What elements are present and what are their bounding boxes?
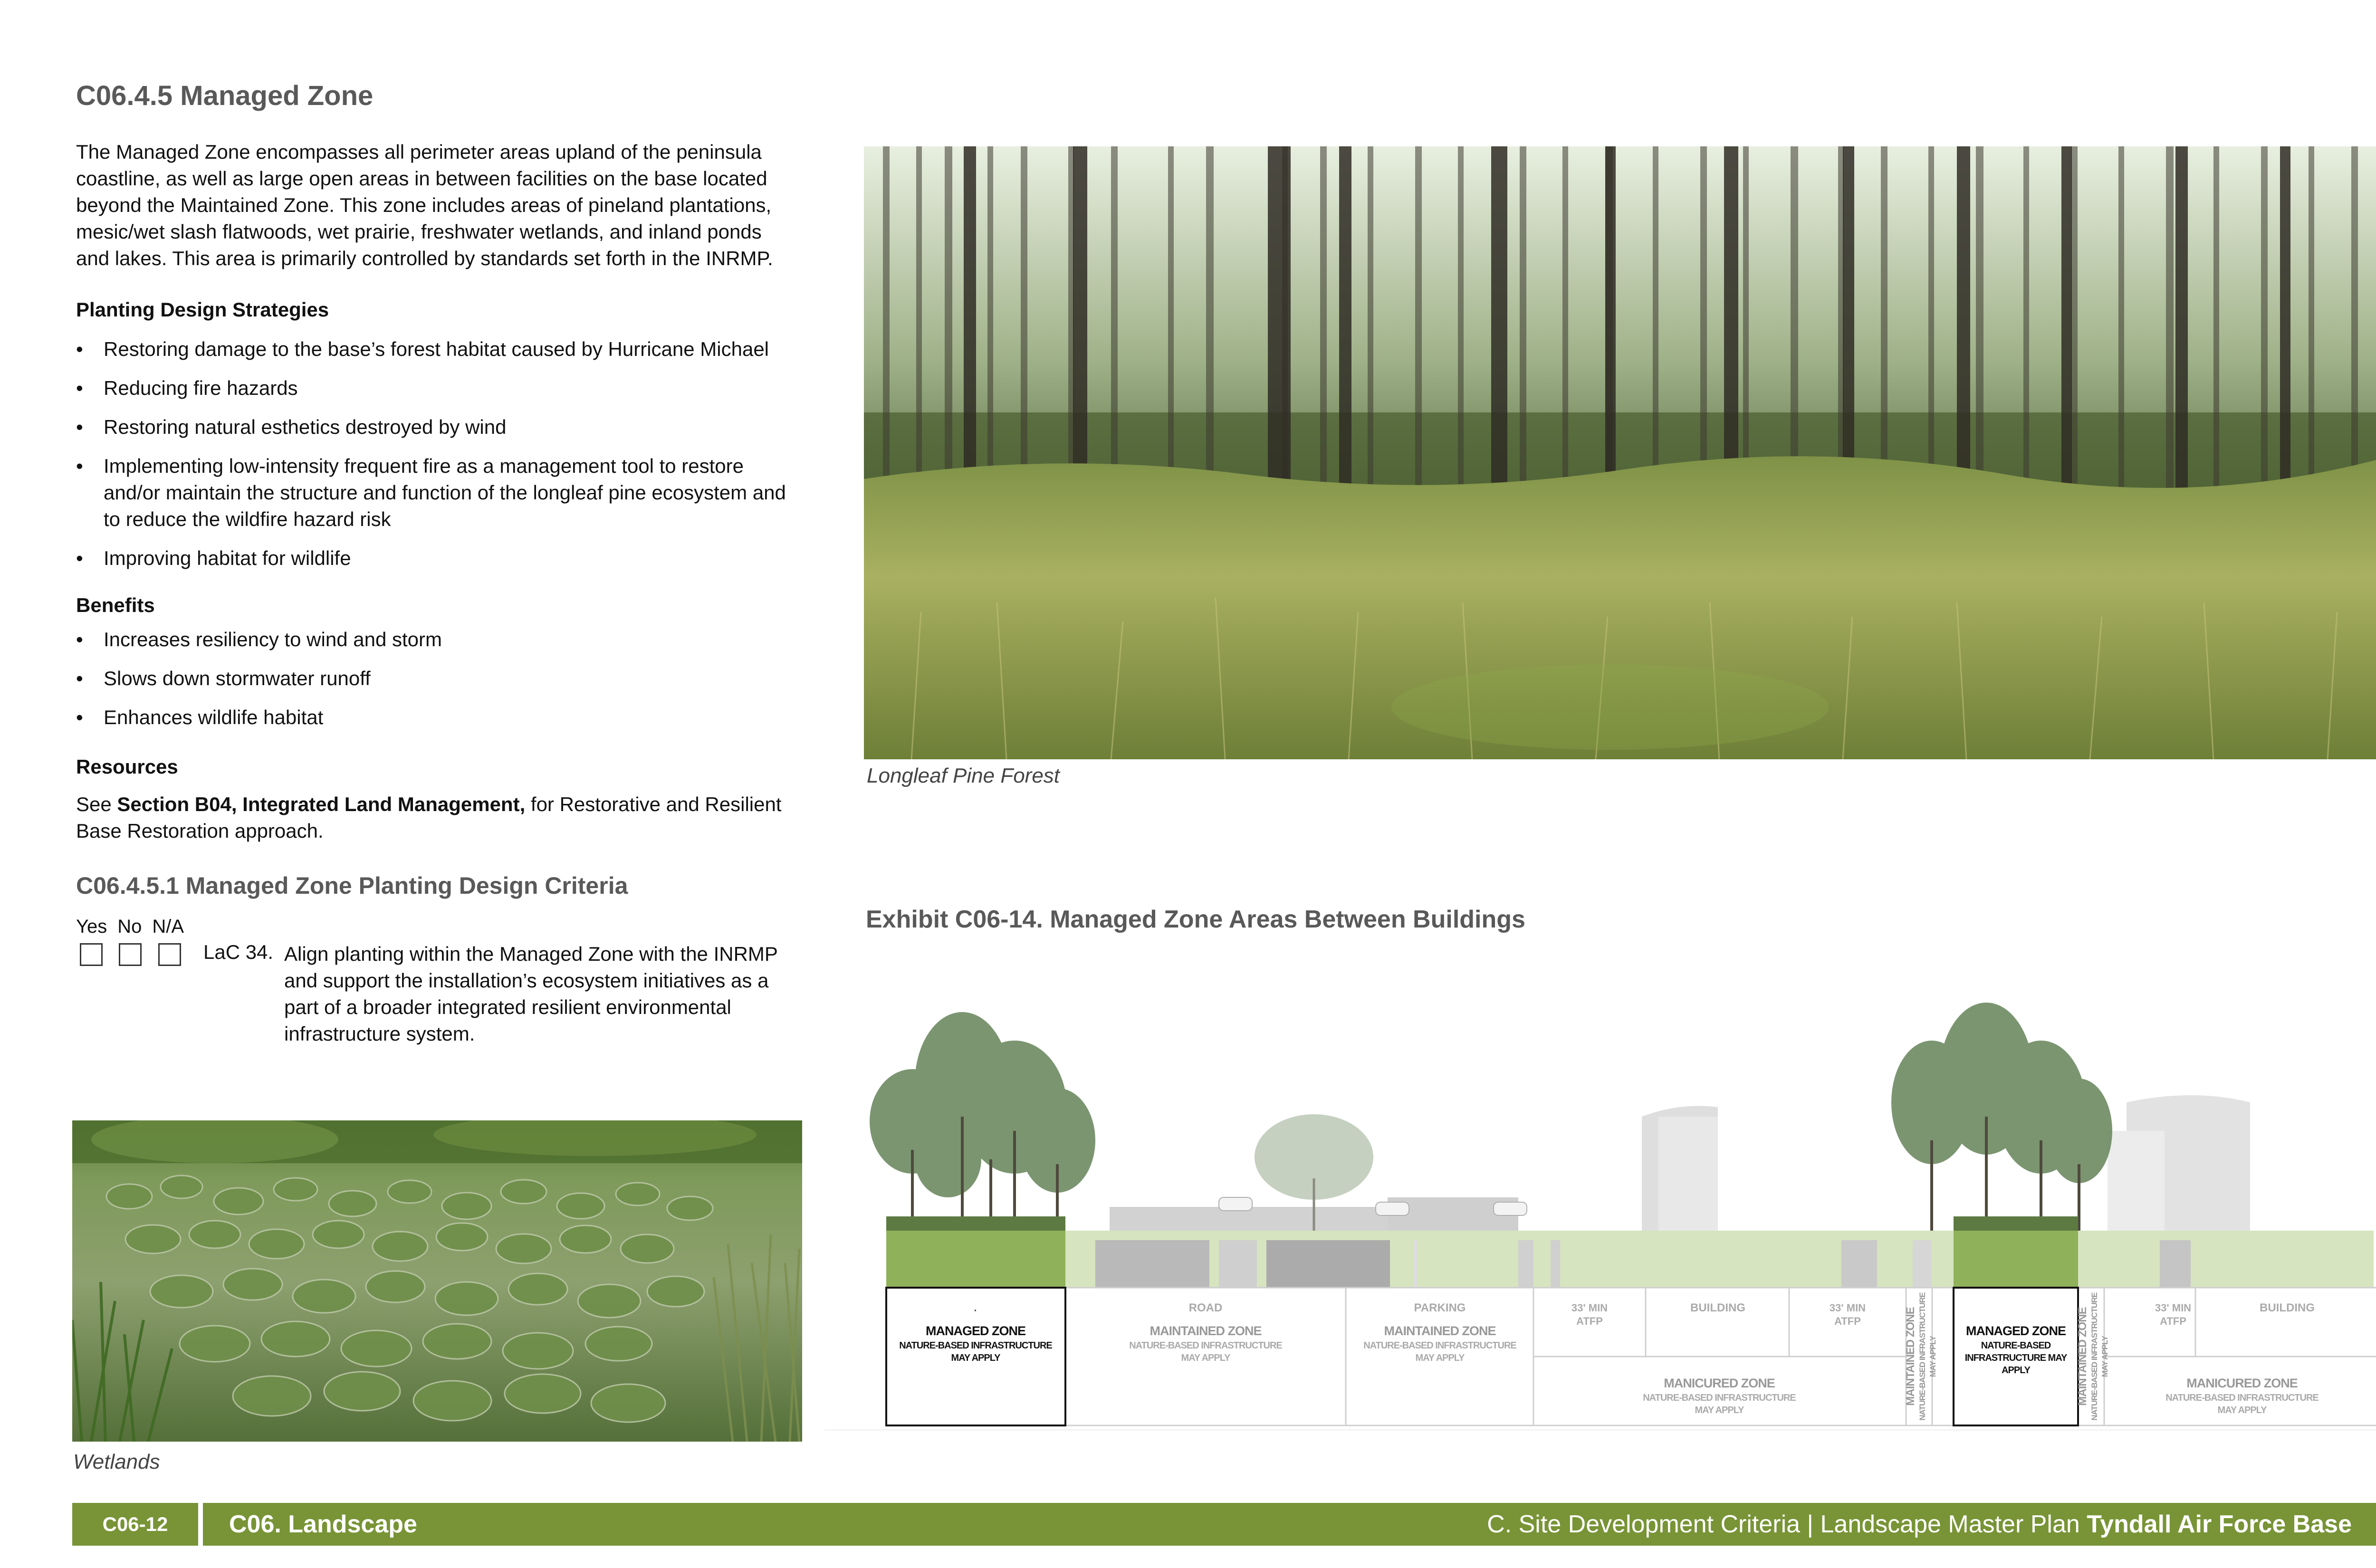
- building-label-2: BUILDING: [2260, 1301, 2315, 1314]
- section-title: C06.4.5 Managed Zone: [76, 80, 374, 111]
- atfp-label-a-line1: 33' MIN: [1571, 1302, 1608, 1314]
- atfp-label-b-line2: ATFP: [1834, 1315, 1861, 1327]
- managed-zone-2-note-b: INFRASTRUCTURE MAY: [1964, 1353, 2067, 1363]
- road-zone-note-a: NATURE-BASED INFRASTRUCTURE: [1129, 1340, 1282, 1351]
- page-footer: [72, 1503, 2376, 1546]
- section-intro: The Managed Zone encompasses all perimeter areas upland of the peninsula coastline, as well as large open areas in between facilities on the base located beyond the Maintained Zone. This zone includes areas of pineland plantations, mesic/wet slash flatwoods, wet prairie, freshwater wetlands, and inland ponds and lakes. This area is primarily controlled by standards set forth in the INRMP.: [76, 141, 773, 269]
- parking-zone-note-a: NATURE-BASED INFRASTRUCTURE: [1363, 1340, 1516, 1351]
- list-item: • Improving habitat for wildlife: [76, 547, 351, 569]
- manicured-zone-1-note-a: NATURE-BASED INFRASTRUCTURE: [1643, 1393, 1796, 1403]
- parking-label: PARKING: [1414, 1301, 1466, 1314]
- list-item: • Slows down stormwater runoff: [76, 667, 371, 689]
- col-na-label: N/A: [152, 916, 184, 937]
- longleaf-pine-forest-photo: [864, 146, 2376, 759]
- strategies-heading: Planting Design Strategies: [76, 298, 329, 321]
- vertical-maintained-zone-1-note-a: NATURE-BASED INFRASTRUCTURE: [1918, 1292, 1927, 1421]
- checkbox-na[interactable]: [158, 943, 181, 966]
- managed-zone-2-note-c: APPLY: [2002, 1365, 2030, 1376]
- zone-section-diagram: [824, 960, 2376, 1430]
- parking-zone-label: MAINTAINED ZONE: [1384, 1324, 1496, 1338]
- exhibit-title: Exhibit C06-14. Managed Zone Areas Between Buildings: [866, 906, 1525, 933]
- forest-caption: Longleaf Pine Forest: [867, 764, 1060, 787]
- col-yes-label: Yes: [76, 916, 107, 937]
- checkbox-no[interactable]: [119, 943, 142, 966]
- section-reference: Section B04, Integrated Land Management,: [117, 793, 526, 815]
- managed-zone-2-note-a: NATURE-BASED: [1981, 1340, 2051, 1351]
- vertical-maintained-zone-1-note-b: MAY APPLY: [1928, 1336, 1937, 1377]
- manicured-zone-label-2: MANICURED ZONE: [2186, 1376, 2298, 1390]
- parking-zone-note-b: MAY APPLY: [1415, 1353, 1465, 1363]
- list-item: • Restoring damage to the base’s forest habitat caused by Hurricane Michael: [76, 338, 769, 360]
- list-item: • Reducing fire hazards: [76, 377, 298, 399]
- resources-heading: Resources: [76, 755, 178, 778]
- checkbox-yes[interactable]: [80, 943, 103, 966]
- road-zone-label: MAINTAINED ZONE: [1150, 1324, 1262, 1338]
- document-title: C. Site Development Criteria | Landscape Master Plan Tyndall Air Force Base: [1487, 1511, 2352, 1538]
- criteria-title: C06.4.5.1 Managed Zone Planting Design Criteria: [76, 872, 628, 899]
- resources-text: See Section B04, Integrated Land Management, for Restorative and Resilient Base Restoration approach.: [76, 793, 782, 842]
- benefits-list: [76, 626, 798, 743]
- benefits-heading: Benefits: [76, 594, 155, 616]
- managed-zone-1-note-a: NATURE-BASED INFRASTRUCTURE: [899, 1340, 1052, 1351]
- list-item: • Enhances wildlife habitat: [76, 706, 324, 728]
- atfp-label-b-line1: 33' MIN: [1829, 1302, 1866, 1314]
- vertical-maintained-zone-2-note-b: MAY APPLY: [2100, 1336, 2109, 1377]
- manicured-zone-2-note-a: NATURE-BASED INFRASTRUCTURE: [2165, 1393, 2319, 1403]
- road-label: ROAD: [1188, 1301, 1223, 1314]
- criteria-code: LaC 34.: [203, 941, 274, 963]
- vertical-maintained-zone-1: MAINTAINED ZONE: [1904, 1307, 1917, 1406]
- chapter-title: C06. Landscape: [229, 1511, 417, 1538]
- building-label-1: BUILDING: [1690, 1301, 1745, 1314]
- road-zone-note-b: MAY APPLY: [1181, 1353, 1230, 1363]
- atfp-label-c-line2: ATFP: [2160, 1315, 2186, 1327]
- manicured-zone-1-note-b: MAY APPLY: [1695, 1405, 1744, 1415]
- criteria-text: Align planting within the Managed Zone with the INRMP and support the installation’s ecosystem initiatives as a part of a broader integrated resilient environmental infrastructure system.: [284, 943, 778, 1045]
- wetlands-caption: Wetlands: [73, 1450, 160, 1473]
- managed-zone-label-1: MANAGED ZONE: [926, 1324, 1025, 1338]
- vertical-maintained-zone-2-note-a: NATURE-BASED INFRASTRUCTURE: [2090, 1292, 2099, 1421]
- atfp-label-a-line2: ATFP: [1576, 1315, 1603, 1327]
- list-item: • Restoring natural esthetics destroyed by wind: [76, 416, 507, 438]
- atfp-label-c-line1: 33' MIN: [2155, 1302, 2192, 1314]
- managed-zone-label-2: MANAGED ZONE: [1966, 1324, 2066, 1338]
- vertical-maintained-zone-2: MAINTAINED ZONE: [2076, 1307, 2089, 1406]
- wetlands-photo: [72, 1120, 802, 1442]
- footer-divider: [198, 1503, 203, 1546]
- base-name: Tyndall Air Force Base: [2087, 1511, 2352, 1538]
- manicured-zone-2-note-b: MAY APPLY: [2217, 1405, 2267, 1415]
- page-number: C06-12: [102, 1513, 168, 1535]
- diagram-dot: ·: [974, 1306, 977, 1316]
- strategies-list: [76, 336, 798, 584]
- col-no-label: No: [117, 916, 142, 937]
- checklist-header: [76, 916, 194, 937]
- manicured-zone-label-1: MANICURED ZONE: [1664, 1376, 1775, 1390]
- managed-zone-1-note-b: MAY APPLY: [951, 1353, 1000, 1363]
- list-item: • Increases resiliency to wind and storm: [76, 628, 442, 650]
- list-item: • Implementing low-intensity frequent fire as a management tool to restore and/or maintain the structure and function of the longleaf pine ecosystem and to reduce the wildfire hazard risk: [76, 455, 786, 530]
